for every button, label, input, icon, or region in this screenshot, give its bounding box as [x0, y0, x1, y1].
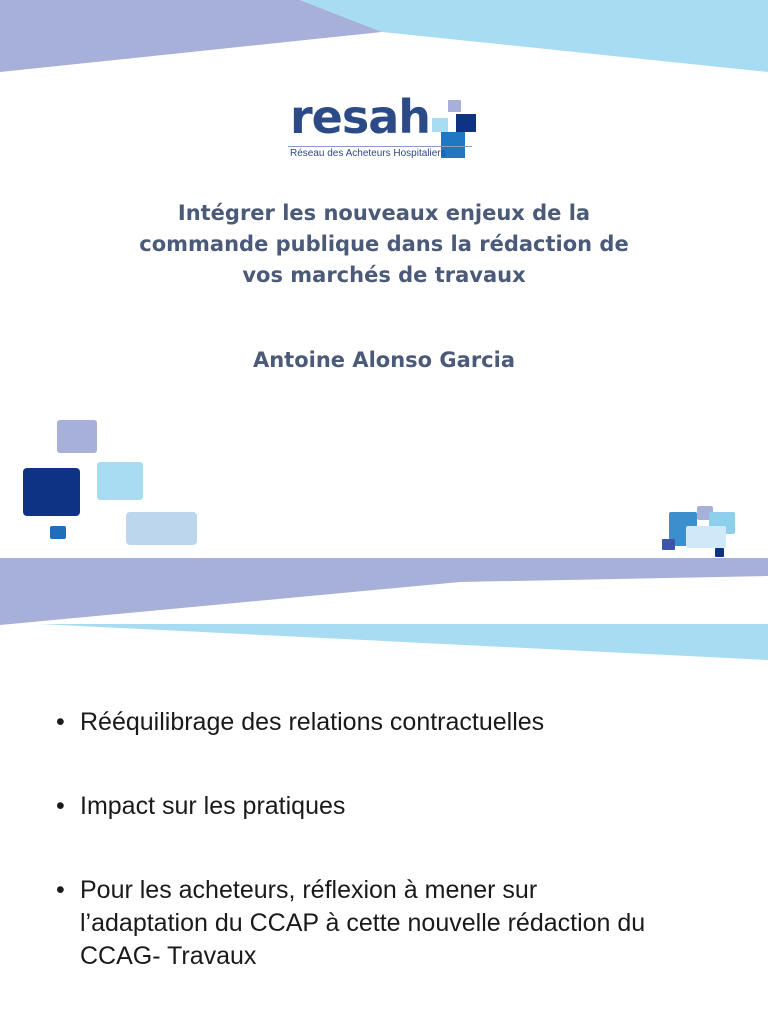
deco-square-pale-blue: [126, 512, 197, 545]
deco-right-pale: [686, 526, 726, 548]
deco-right-navy-small: [662, 539, 675, 550]
logo-tagline: Réseau des Acheteurs Hospitaliers: [290, 148, 446, 159]
slide-author: Antoine Alonso Garcia: [252, 348, 516, 372]
deco-square-light-blue: [97, 462, 143, 500]
bullet-marker: •: [56, 708, 65, 736]
bullet-line: CCAG- Travaux: [80, 942, 257, 970]
deco-square-small-blue: [50, 526, 66, 539]
bullet-marker: •: [56, 876, 65, 904]
bullet-marker: •: [56, 792, 65, 820]
slide-title: [84, 198, 684, 291]
bullet-text: [80, 874, 740, 973]
divider-band-light-blue: [40, 624, 768, 660]
top-band-light-blue: [300, 0, 768, 72]
logo-rule: [288, 146, 472, 147]
deco-square-navy: [23, 468, 80, 516]
deco-right-navy-tiny: [715, 548, 724, 557]
deco-square-periwinkle: [57, 420, 97, 453]
resah-logo: [280, 90, 490, 170]
slide-title-line: vos marchés de travaux: [242, 263, 526, 287]
bullet-line: Pour les acheteurs, réflexion à mener sur: [80, 876, 538, 904]
bullet-line: Rééquilibrage des relations contractuelles: [80, 708, 545, 736]
slide-title-line: Intégrer les nouveaux enjeux de la: [177, 201, 591, 225]
logo-wordmark: resah: [290, 90, 431, 144]
top-band-periwinkle: [0, 0, 382, 72]
bullet-text: [80, 790, 740, 823]
slide-title-line: commande publique dans la rédaction de: [139, 232, 629, 256]
divider-band-periwinkle: [0, 558, 768, 625]
bullet-line: Impact sur les pratiques: [80, 792, 346, 820]
bullet-text: [80, 706, 740, 739]
bullet-line: l’adaptation du CCAP à cette nouvelle rédaction du: [80, 909, 646, 937]
